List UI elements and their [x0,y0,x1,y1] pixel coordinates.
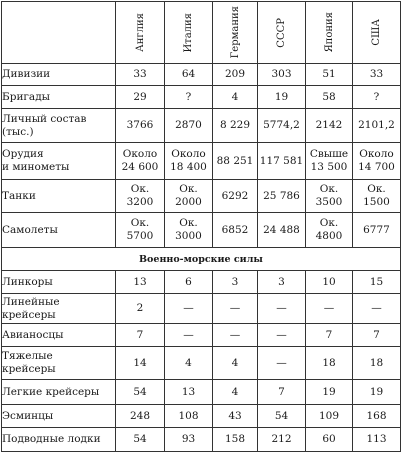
value-cell [353,294,401,324]
value-line: 212 [271,433,292,445]
table-row [2,271,401,294]
row-label-line: Бригады [2,90,51,103]
row-label [2,324,116,347]
table-container [1,1,401,452]
value-cell [116,180,165,213]
row-label [2,180,116,213]
value-line: ? [185,90,192,103]
value-line: 7 [373,328,380,341]
value-line: 8 229 [219,119,251,131]
value-line: 248 [129,409,151,422]
value-line: 7 [136,328,144,341]
value-cell [306,213,353,248]
value-line: 19 [369,385,384,398]
value-line: 2870 [175,119,202,131]
country-header [306,2,353,64]
value-line: — [276,328,287,341]
row-label-line: Дивизии [2,68,51,80]
country-name: США [371,19,382,46]
value-line: 54 [133,385,147,398]
value-cell [258,405,306,428]
value-cell [353,324,401,347]
value-line: 54 [274,409,289,422]
armed-forces-table [1,1,401,452]
value-line: — [323,302,335,314]
value-line: 14 [133,356,147,369]
value-cell [353,271,401,294]
naval-section-body [2,248,401,271]
value-cell [165,324,213,347]
value-line: 6777 [363,223,390,236]
value-cell [165,64,213,86]
value-line: 4 [231,385,239,398]
value-cell [116,143,165,180]
table-row [2,347,401,380]
country-header [258,2,306,64]
value-line: 117 581 [259,154,304,167]
value-cell [306,109,353,143]
value-cell [306,428,353,452]
value-cell [116,405,165,428]
value-line: Ок. [130,217,150,229]
value-cell [165,143,213,180]
value-line: — [183,328,194,341]
header-row [2,2,401,64]
value-cell [116,324,165,347]
row-label [2,109,116,143]
value-cell [116,86,165,109]
value-cell [258,180,306,213]
corner-cell [2,2,116,64]
value-line: 2142 [315,119,343,131]
value-line: — [371,302,382,314]
country-name: Япония [323,12,335,53]
value-line: 4 [231,356,239,369]
value-line: Ок. [179,183,198,195]
value-cell [165,405,213,428]
value-line: 24 488 [263,223,300,236]
country-header [353,2,401,64]
country-name: Германия [229,6,241,59]
value-cell [213,380,258,405]
value-line: 64 [181,68,196,80]
value-line: 3 [231,275,239,288]
value-line: 18 [322,356,336,369]
country-header [116,2,165,64]
value-line: 3200 [126,196,154,208]
value-line: — [276,356,287,369]
value-line: 2 [136,302,144,314]
value-cell [306,143,353,180]
row-label [2,86,116,109]
country-name: Англия [134,13,146,52]
value-line: 54 [133,433,147,445]
value-line: Около [171,148,206,160]
value-line: 51 [322,68,336,80]
value-line: 15 [369,275,384,288]
row-label [2,213,116,248]
value-line: Ок. [319,183,339,195]
country-name: Италия [183,12,194,53]
value-line: 7 [278,385,285,398]
table-row [2,294,401,324]
row-label-line: крейсеры [2,363,56,375]
row-label-line: Авианосцы [2,328,64,341]
country-header [213,2,258,64]
value-cell [165,109,213,143]
value-cell [258,213,306,248]
value-cell [165,213,213,248]
value-cell [258,324,306,347]
value-line: 10 [322,275,336,288]
row-label [2,271,116,294]
value-line: 6852 [221,223,249,236]
table-row [2,109,401,143]
row-label [2,294,116,324]
value-cell [165,380,213,405]
value-cell [353,64,401,86]
value-cell [213,271,258,294]
value-cell [353,86,401,109]
value-line: 5700 [126,230,154,242]
value-line: 108 [178,409,199,422]
value-cell [165,347,213,380]
value-line: 13 [181,385,196,398]
value-line: 29 [133,90,147,103]
value-cell [353,347,401,380]
table-row [2,86,401,109]
value-line: Ок. [367,183,386,195]
value-cell [116,380,165,405]
country-name: СССР [276,17,287,48]
value-line: 18 [369,356,384,369]
row-label-line: (тыс.) [2,125,34,138]
table-row [2,180,401,213]
value-line: Около [359,148,394,160]
row-label-line: Легкие крейсеры [2,385,100,398]
value-cell [258,86,306,109]
value-cell [353,213,401,248]
value-line: 158 [224,433,246,445]
value-line: ? [373,90,380,103]
value-cell [213,405,258,428]
value-line: 25 786 [263,189,300,202]
value-line: — [229,302,241,314]
value-line: 88 251 [216,154,254,167]
value-line: 303 [271,68,292,80]
value-cell [116,64,165,86]
value-line: Около [122,148,158,160]
value-line: — [276,302,287,314]
value-line: 3500 [315,196,343,208]
row-label [2,380,116,405]
table-row [2,324,401,347]
row-label-line: Эсминцы [2,409,54,422]
value-cell [258,64,306,86]
value-line: 60 [322,433,336,445]
value-line: 13 [133,275,147,288]
value-line: 2000 [175,196,202,208]
value-cell [306,347,353,380]
table-row [2,213,401,248]
value-line: Свыше [309,148,349,160]
value-cell [306,180,353,213]
value-cell [213,213,258,248]
value-line: Ок. [179,217,198,229]
value-line: 18 400 [170,161,207,173]
value-line: 5774,2 [263,119,300,131]
value-line: — [183,302,194,314]
value-line: 93 [181,433,196,445]
row-label-line: и минометы [2,161,70,173]
row-label-line: Самолеты [2,223,58,236]
country-header [165,2,213,64]
value-cell [213,324,258,347]
value-line: 7 [325,328,333,341]
value-cell [213,347,258,380]
value-cell [353,405,401,428]
value-line: 6292 [221,189,249,202]
value-line: 3766 [126,119,154,131]
value-cell [306,405,353,428]
value-line: 109 [318,409,340,422]
value-cell [165,428,213,452]
value-cell [353,109,401,143]
value-cell [165,271,213,294]
row-label [2,428,116,452]
value-line: 209 [224,68,246,80]
value-line: 58 [322,90,336,103]
value-cell [116,213,165,248]
value-cell [353,180,401,213]
naval-forces-body [2,271,401,452]
value-line: 33 [133,68,147,80]
value-line: 13 500 [310,161,348,173]
row-label [2,64,116,86]
value-cell [306,271,353,294]
row-label-line: крейсеры [2,308,56,321]
row-label-line: Личный состав [2,112,87,125]
value-line: 4 [185,356,192,369]
value-line: 4 [231,90,239,103]
value-line: 33 [369,68,384,80]
value-cell [258,143,306,180]
value-cell [213,109,258,143]
table-row [2,143,401,180]
value-line: 168 [366,409,387,422]
row-label-line: Тяжелые [2,350,53,362]
section-title: Военно-морские силы [2,248,401,271]
value-line: 113 [366,433,387,445]
value-cell [213,64,258,86]
row-label-line: Подводные лодки [2,433,101,445]
value-cell [306,294,353,324]
value-cell [213,143,258,180]
table-row [2,380,401,405]
value-cell [116,109,165,143]
value-line: 2101,2 [358,119,395,131]
value-line: 19 [274,90,289,103]
value-cell [213,428,258,452]
value-line: 4800 [315,230,343,242]
value-line: — [229,328,241,341]
value-cell [258,347,306,380]
row-label [2,405,116,428]
value-line: 6 [185,275,192,288]
value-cell [116,271,165,294]
value-cell [213,294,258,324]
row-label [2,347,116,380]
value-cell [306,86,353,109]
value-line: 43 [228,409,242,422]
value-cell [165,180,213,213]
table-row [2,405,401,428]
value-cell [258,109,306,143]
value-cell [353,143,401,180]
land-forces-body [2,64,401,248]
row-label-line: Линейные [2,295,60,308]
row-label [2,143,116,180]
value-cell [116,294,165,324]
value-cell [213,86,258,109]
value-cell [258,271,306,294]
value-cell [258,380,306,405]
row-label-line: Линкоры [2,275,53,288]
value-cell [165,86,213,109]
value-cell [258,294,306,324]
value-cell [258,428,306,452]
value-cell [116,428,165,452]
value-line: 3 [278,275,285,288]
section-row [2,248,401,271]
row-label-line: Танки [2,189,36,202]
value-line: 3000 [175,230,202,242]
value-line: 1500 [363,196,390,208]
value-line: 19 [322,385,336,398]
value-cell [116,347,165,380]
value-cell [306,64,353,86]
value-cell [306,324,353,347]
value-cell [306,380,353,405]
value-line: 14 700 [358,161,395,173]
row-label-line: Орудия [2,148,44,160]
table-row [2,64,401,86]
value-cell [213,180,258,213]
value-line: Ок. [130,183,150,195]
value-line: Ок. [319,217,339,229]
value-cell [165,294,213,324]
value-line: 24 600 [121,161,159,173]
value-cell [353,380,401,405]
value-cell [353,428,401,452]
table-row [2,428,401,452]
